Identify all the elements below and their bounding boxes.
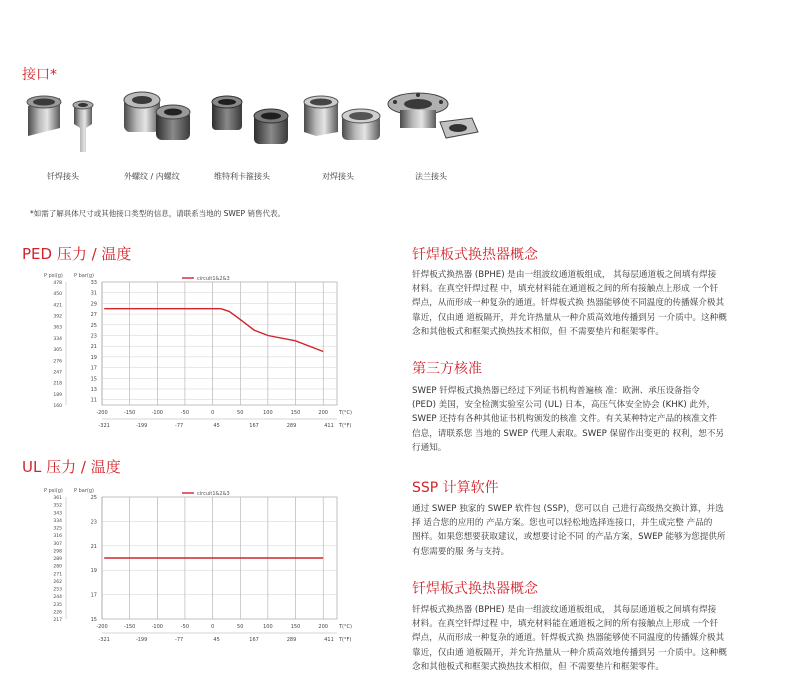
y-tick-label-psi: 343 <box>53 511 62 517</box>
section-body-bphe <box>412 268 787 339</box>
y-tick-label-psi: 217 <box>53 618 62 623</box>
x-axis-label-c: T(°C) <box>339 624 352 630</box>
y-tick-label-psi: 218 <box>53 381 62 387</box>
y-tick-label-psi: 244 <box>53 595 62 601</box>
y-tick-label-psi: 280 <box>53 564 62 570</box>
x-tick-label: -100 <box>151 410 163 416</box>
x-axis-label-c: T(°C) <box>339 410 352 416</box>
x-tick-label-f: -321 <box>98 423 110 429</box>
x-tick-label: -200 <box>96 410 108 416</box>
y-tick-label: 15 <box>90 617 97 623</box>
y-tick-label-psi: 334 <box>53 518 62 524</box>
y-tick-label-psi: 421 <box>53 303 62 309</box>
paragraph-line: 行通知。 <box>412 442 447 453</box>
x-tick-label: 150 <box>290 624 301 630</box>
y-tick-label: 21 <box>90 344 97 351</box>
y-axis-label-psi: P psi(g) <box>44 488 63 494</box>
threaded-connection-image <box>124 92 190 140</box>
connections-images <box>20 88 480 168</box>
ped-chart-title: PED 压力 / 温度 <box>22 245 132 263</box>
victaulic-connection-image <box>212 96 288 144</box>
y-tick-label-psi: 262 <box>53 579 62 585</box>
y-tick-label-psi: 478 <box>53 281 62 286</box>
y-tick-label-psi: 253 <box>53 587 62 593</box>
y-tick-label: 17 <box>90 592 97 599</box>
y-tick-label: 19 <box>90 354 97 361</box>
paragraph-line: 钎焊板式换热器 (BPHE) 是由一组波纹通道板组成， 其每层通道板之间填有焊接 <box>412 270 717 280</box>
x-tick-label: 200 <box>318 410 328 416</box>
y-tick-label-psi: 392 <box>53 314 62 320</box>
section-body-approvals <box>412 384 787 455</box>
x-tick-label-f: 45 <box>213 637 220 643</box>
section-body-bphe-repeat <box>412 603 787 674</box>
x-tick-label: -150 <box>123 410 136 416</box>
x-tick-label: 0 <box>210 410 215 416</box>
section-heading-bphe: 钎焊板式换热器概念 <box>412 247 538 263</box>
section-heading-approvals: 第三方核准 <box>412 361 482 377</box>
y-tick-label: 25 <box>90 322 97 329</box>
y-tick-label-psi: 276 <box>53 359 62 365</box>
connection-caption-flange: 法兰接头 <box>415 172 447 181</box>
y-tick-label: 23 <box>90 333 97 340</box>
y-tick-label-psi: 305 <box>53 348 62 354</box>
x-tick-label-f: 289 <box>286 423 297 429</box>
y-tick-label: 11 <box>90 397 97 404</box>
y-tick-label-psi: 334 <box>53 336 62 342</box>
paragraph-line: 有您需要的服 务与支持。 <box>412 546 510 557</box>
x-tick-label-f: -199 <box>135 423 148 429</box>
connections-title: 接口* <box>22 67 57 83</box>
y-tick-label-psi: 298 <box>53 549 62 555</box>
x-tick-label-f: -199 <box>135 637 148 643</box>
y-tick-label-psi: 363 <box>53 325 62 331</box>
ul-pressure-temperature-chart <box>22 481 382 651</box>
x-tick-label: -50 <box>180 410 190 416</box>
paragraph-line: 择 适合您的应用的 产品方案。您也可以轻松地选择连接口，并生成完整 产品的 <box>412 518 713 529</box>
y-tick-label: 15 <box>90 376 97 383</box>
brazed-connection-image <box>27 96 93 152</box>
x-tick-label-f: 289 <box>286 637 297 643</box>
x-axis-label-f: T(°F) <box>339 423 352 429</box>
section-heading-ssp: SSP 计算软件 <box>412 480 499 496</box>
connection-caption-victaulic: 维特利卡箍接头 <box>214 172 270 181</box>
x-tick-label-f: 167 <box>249 423 259 429</box>
y-tick-label-psi: 226 <box>53 610 62 616</box>
y-tick-label-psi: 307 <box>53 541 62 547</box>
legend-label: circuit1&2&3 <box>197 491 230 497</box>
paragraph-line: SWEP 还持有各种其他证书机构颁发的核准 文件。有关某种特定产品的核准文件 <box>412 414 718 425</box>
paragraph-line: 靠近，仅由通 道板隔开，并允许热量从一种介质高效地传播到另 一介质中。这种概 <box>412 312 727 323</box>
x-tick-label: -100 <box>151 624 163 630</box>
paragraph-line: 材料。在真空钎焊过程 中，填充材料能在通道板之间的所有接触点上形成 一个钎 <box>412 619 719 630</box>
x-tick-label: 100 <box>263 410 273 416</box>
y-axis-label-psi: P psi(g) <box>44 273 63 279</box>
paragraph-line: 信息，请联系您 当地的 SWEP 代理人索取。SWEP 保留作出变更的 权利，恕不另 <box>412 428 725 439</box>
x-tick-label: 50 <box>237 624 244 630</box>
section-heading-bphe-repeat: 钎焊板式换热器概念 <box>412 581 538 597</box>
y-tick-label: 23 <box>90 519 97 526</box>
y-tick-label-psi: 271 <box>53 572 62 578</box>
y-tick-label: 21 <box>90 543 97 550</box>
y-tick-label: 25 <box>90 495 97 501</box>
x-tick-label-f: -77 <box>175 637 184 643</box>
x-tick-label-f: 45 <box>213 423 220 429</box>
y-tick-label: 27 <box>90 312 97 319</box>
section-body-ssp <box>412 502 787 559</box>
y-tick-label-psi: 289 <box>53 557 62 562</box>
x-tick-label: 200 <box>318 624 328 630</box>
y-tick-label: 17 <box>90 365 97 372</box>
y-tick-label-psi: 189 <box>53 392 62 398</box>
y-tick-label-psi: 160 <box>53 404 62 409</box>
flange-connection-image <box>388 93 478 138</box>
connection-caption-brazed: 钎焊接头 <box>47 172 79 181</box>
y-tick-label-psi: 247 <box>53 370 62 376</box>
connection-caption-welding: 对焊接头 <box>322 172 354 181</box>
x-tick-label: 150 <box>290 410 301 416</box>
paragraph-line: SWEP 钎焊板式换热器已经过下列证书机构普遍核 准：欧洲、承压设备指令 <box>412 386 700 396</box>
series-line <box>104 309 323 352</box>
y-tick-label: 13 <box>90 386 97 393</box>
y-axis-label-bar: P bar(g) <box>74 488 94 494</box>
x-tick-label: -200 <box>96 624 108 630</box>
x-tick-label: 100 <box>263 624 273 630</box>
x-tick-label-f: 411 <box>324 423 334 429</box>
welding-connection-image <box>304 96 380 140</box>
paragraph-line: 焊点，从而形成一种复杂的通道。钎焊板式换 热器能够使不同温度的传播媒介极其 <box>412 298 725 309</box>
paragraph-line: 材料。在真空钎焊过程 中，填充材料能在通道板之间的所有接触点上形成 一个钎 <box>412 284 719 295</box>
x-tick-label: 50 <box>237 410 244 416</box>
x-tick-label-f: -321 <box>98 637 110 643</box>
ul-chart-title: UL 压力 / 温度 <box>22 458 121 476</box>
x-tick-label: -50 <box>180 624 190 630</box>
y-tick-label-psi: 361 <box>53 496 62 501</box>
y-tick-label: 33 <box>90 280 97 286</box>
x-tick-label: -150 <box>123 624 136 630</box>
paragraph-line: 念和其他板式和框架式换热技术相似，但 不需要垫片和框架零件。 <box>412 661 664 672</box>
y-tick-label-psi: 235 <box>53 602 62 608</box>
legend-label: circuit1&2&3 <box>197 276 230 282</box>
paragraph-line: 焊点，从而形成一种复杂的通道。钎焊板式换 热器能够使不同温度的传播媒介极其 <box>412 633 725 644</box>
y-tick-label-psi: 316 <box>53 534 62 540</box>
x-tick-label: 0 <box>210 624 215 630</box>
paragraph-line: 通过 SWEP 独家的 SWEP 软件包 (SSP)，您可以自 己进行高级热交换计算，并选 <box>412 504 724 514</box>
y-axis-label-bar: P bar(g) <box>74 273 94 279</box>
y-tick-label: 19 <box>90 568 97 575</box>
y-tick-label: 29 <box>90 301 97 308</box>
y-tick-label-psi: 325 <box>53 526 62 532</box>
ped-pressure-temperature-chart <box>22 266 382 438</box>
paragraph-line: (PED) 美国，安全检测实验室公司 (UL) 日本，高压气体安全协会 (KHK) 此外， <box>412 400 716 411</box>
connections-footnote: *如需了解具体尺寸或其他接口类型的信息，请联系当地的 SWEP 销售代表。 <box>30 209 285 218</box>
y-tick-label: 31 <box>90 290 97 297</box>
x-axis-label-f: T(°F) <box>339 637 352 643</box>
paragraph-line: 靠近，仅由通 道板隔开，并允许热量从一种介质高效地传播到另 一介质中。这种概 <box>412 647 727 658</box>
x-tick-label-f: 411 <box>324 637 334 643</box>
paragraph-line: 钎焊板式换热器 (BPHE) 是由一组波纹通道板组成， 其每层通道板之间填有焊接 <box>412 605 717 615</box>
y-tick-label-psi: 450 <box>53 292 62 298</box>
x-tick-label-f: -77 <box>175 423 184 429</box>
y-tick-label-psi: 352 <box>53 503 62 509</box>
paragraph-line: 念和其他板式和框架式换热技术相似，但 不需要垫片和框架零件。 <box>412 326 664 337</box>
paragraph-line: 图样。如果您想要获取建议，或想要讨论不同 的产品方案，SWEP 能够为您提供所 <box>412 532 726 543</box>
connection-caption-threaded: 外螺纹 / 内螺纹 <box>124 172 180 181</box>
x-tick-label-f: 167 <box>249 637 259 643</box>
